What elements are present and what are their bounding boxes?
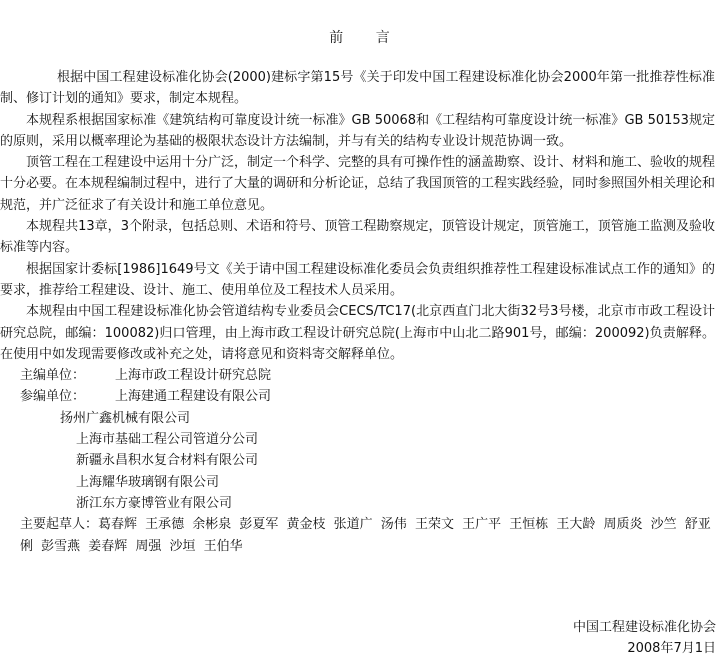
participant-unit-item: 浙江东方豪博管业有限公司 <box>76 495 233 511</box>
drafters-label: 主要起草人： <box>20 517 99 533</box>
page-title: 前 言 <box>329 30 404 46</box>
participant-unit-item: 上海市基础工程公司管道分公司 <box>76 432 259 448</box>
participant-unit-item: 扬州广鑫机械有限公司 <box>60 410 191 426</box>
signature-organization: 中国工程建设标准化协会 <box>572 620 716 635</box>
participant-editor-unit: 上海建通工程建设有限公司 <box>115 389 272 405</box>
chief-editor-unit: 上海市政工程设计研究总院 <box>115 368 272 384</box>
paragraph-6: 本规程由中国工程建设标准化协会管道结构专业委员会CECS/TC17(北京西直门北大街32号3号楼，北京市市政工程设计研究总院，邮编：100082)归口管理，由上海市政工程设计研究总院(上海市中山北二路901号，邮编：200092)负责解释。在使用中如发现需要修改或补充之处，请将意见和资料寄交解释单位。 <box>0 304 715 362</box>
main-drafters <box>0 514 715 557</box>
participant-unit-item: 新疆永昌积水复合材料有限公司 <box>76 453 259 469</box>
paragraph-2: 本规程系根据国家标准《建筑结构可靠度设计统一标准》GB 50068和《工程结构可靠度设计统一标准》GB 50153规定的原则，采用以概率理论为基础的极限状态设计方法编制，并与有关的结构专业设计规范协调一致。 <box>0 112 715 149</box>
paragraph-4: 本规程共13章，3个附录，包括总则、术语和符号、顶管工程勘察规定，顶管设计规定，顶管施工，顶管施工监测及验收标准等内容。 <box>0 219 715 256</box>
participant-editor-label: 参编单位： <box>20 389 86 405</box>
paragraph-3: 顶管工程在工程建设中运用十分广泛，制定一个科学、完整的具有可操作性的涵盖勘察、设计、材料和施工、验收的规程十分必要。在本规程编制过程中，进行了大量的调研和分析论证，总结了我国顶管的工程实践经验，同时参照国外相关理论和规范，并广泛征求了有关设计和施工单位意见。 <box>0 155 716 213</box>
participant-editor-row <box>0 386 715 407</box>
paragraph-5: 根据国家计委标[1986]1649号文《关于请中国工程建设标准化委员会负责组织推荐性工程建设标准试点工作的通知》的要求，推荐给工程建设、设计、施工、使用单位及工程技术人员采用。 <box>0 261 715 298</box>
signature-date: 2008年7月1日 <box>627 641 716 656</box>
paragraph-1: 根据中国工程建设标准化协会(2000)建标字第15号《关于印发中国工程建设标准化协会2000年第一批推荐性标准制、修订计划的通知》要求，制定本规程。 <box>0 70 715 107</box>
chief-editor-label: 主编单位： <box>20 368 86 384</box>
participant-unit-item: 上海耀华玻璃钢有限公司 <box>76 474 220 490</box>
drafters-names: 葛春辉 王承德 余彬泉 彭夏军 黄金枝 张道广 汤伟 王荣文 王广平 王恒栋 王大龄 周质炎 沙竺 舒亚俐 彭雪燕 姜春辉 周强 沙垣 王伯华 <box>20 517 711 554</box>
preface-body <box>0 67 715 557</box>
chief-editor-row <box>0 365 715 386</box>
editing-units <box>0 365 715 514</box>
signature-block <box>573 617 716 659</box>
